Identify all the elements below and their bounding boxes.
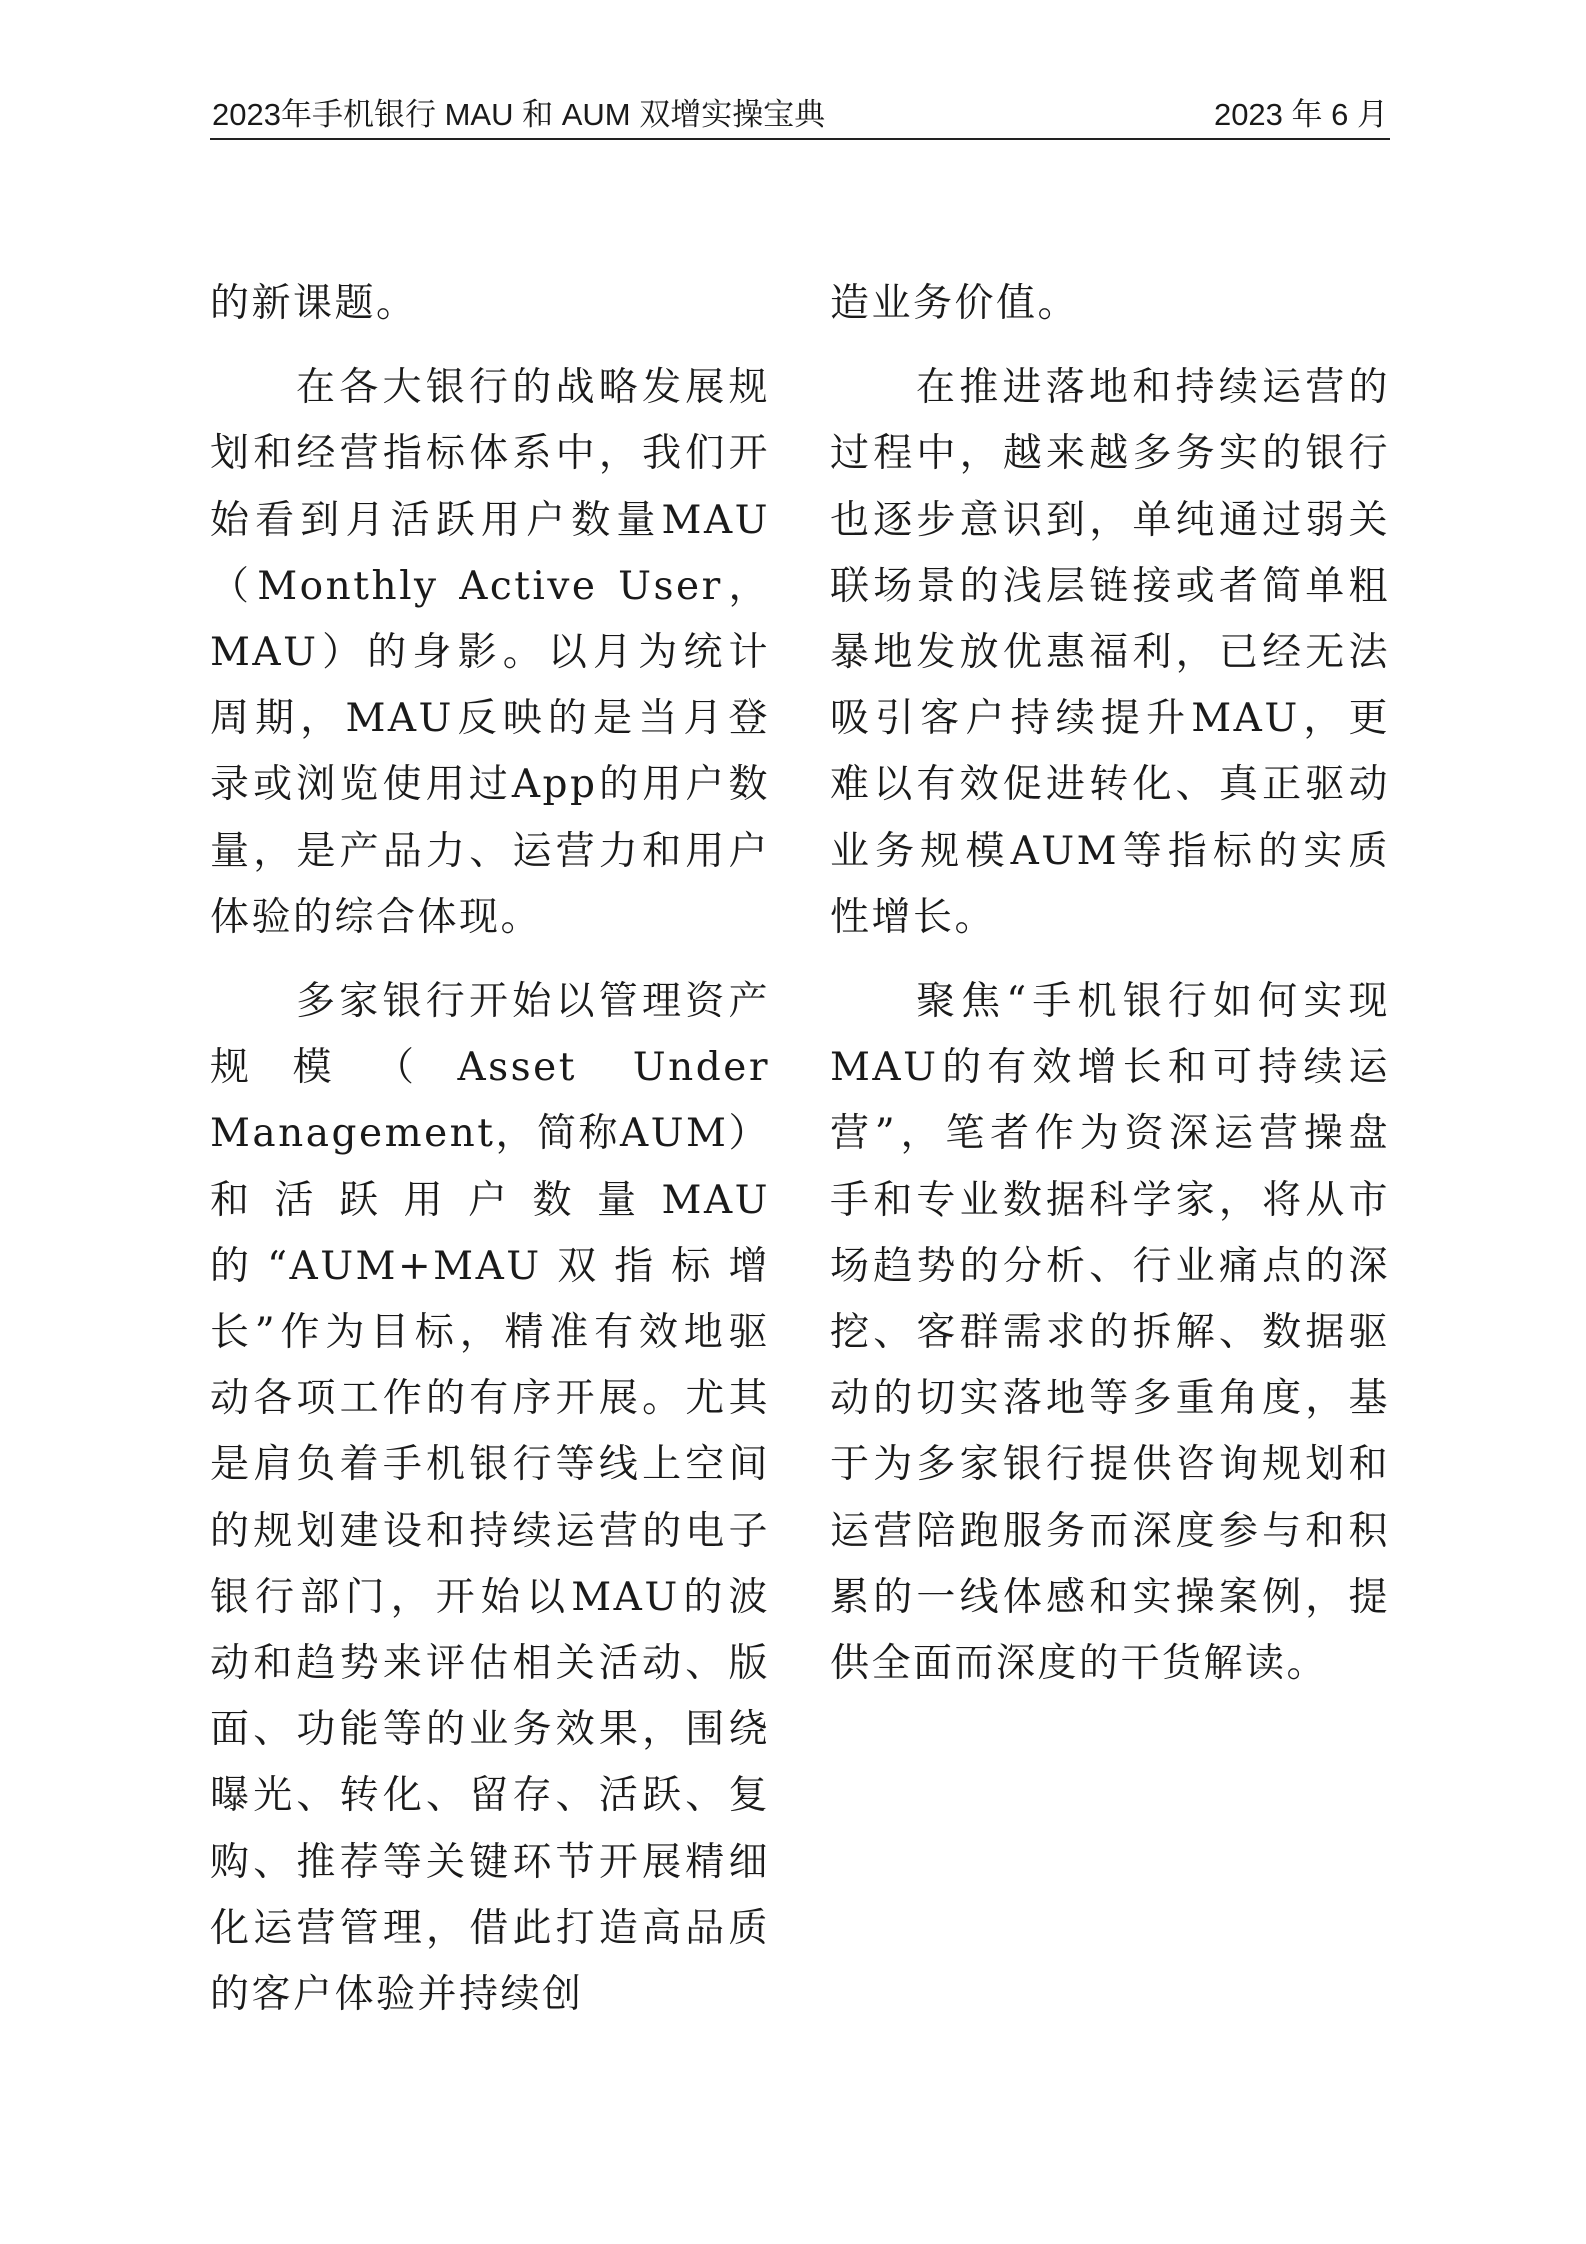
paragraph: 多家银行开始以管理资产规模（Asset Under Management，简称AUM）和活跃用户数量MAU的“AUM+MAU双指标增长”作为目标，精准有效地驱动各项工作的有序开展。尤其是肩负着手机银行等线上空间的规划建设和持续运营的电子银行部门，开始以MAU的波动和趋势来评估相关活动、版面、功能等的业务效果，围绕曝光、转化、留存、活跃、复购、推荐等关键环节开展精细化运营管理，借此打造高品质的客户体验并持续创 bbox=[210, 979, 770, 2018]
paragraph: 聚焦“手机银行如何实现MAU的有效增长和可持续运营”，笔者作为资深运营操盘手和专业数据科学家，将从市场趋势的分析、行业痛点的深挖、客群需求的拆解、数据驱动的切实落地等多重角度，基于为多家银行提供咨询规划和运营陪跑服务而深度参与和积累的一线体感和实操案例，提供全面而深度的干货解读。 bbox=[830, 979, 1390, 1687]
running-header bbox=[210, 92, 1390, 140]
paragraph: 在各大银行的战略发展规划和经营指标体系中，我们开始看到月活跃用户数量MAU（Monthly Active User，MAU）的身影。以月为统计周期，MAU反映的是当月登录或浏览使用过App的用户数量，是产品力、运营力和用户体验的综合体现。 bbox=[210, 365, 770, 940]
paragraph: 的新课题。 bbox=[210, 281, 418, 326]
paragraph: 在推进落地和持续运营的过程中，越来越多务实的银行也逐步意识到，单纯通过弱关联场景的浅层链接或者简单粗暴地发放优惠福利，已经无法吸引客户持续提升MAU，更难以有效促进转化、真正驱动业务规模AUM等指标的实质性增长。 bbox=[830, 365, 1390, 940]
paragraph: 造业务价值。 bbox=[830, 281, 1080, 326]
right-text-column bbox=[830, 271, 1390, 1715]
left-text-column bbox=[210, 271, 770, 2046]
document-title: 2023年手机银行 MAU 和 AUM 双增实操宝典 bbox=[212, 97, 826, 132]
document-date: 2023 年 6 月 bbox=[1213, 97, 1388, 132]
